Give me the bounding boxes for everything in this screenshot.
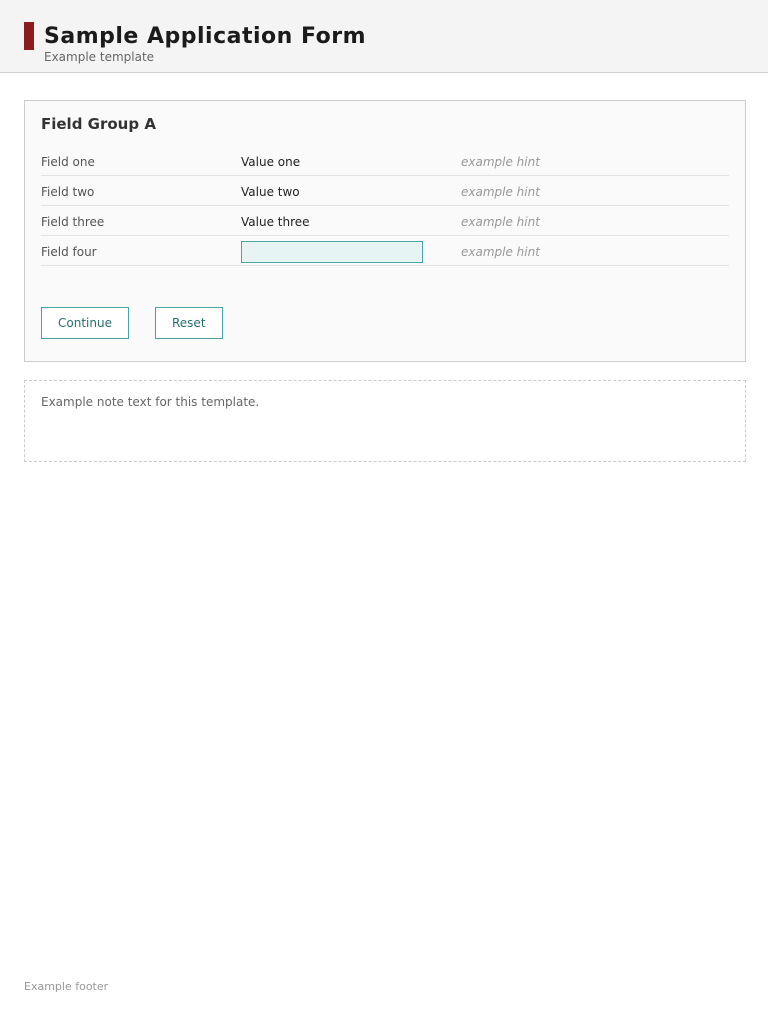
note-text: Example note text for this template.: [41, 395, 260, 409]
field-group-card: [24, 100, 746, 362]
form-row: [41, 179, 729, 206]
row-hint: example hint: [461, 245, 540, 259]
continue-button[interactable]: Continue: [41, 307, 129, 339]
input-field[interactable]: [241, 241, 423, 263]
row-hint: example hint: [461, 215, 540, 229]
header-banner: [0, 0, 768, 73]
form-row: [41, 209, 729, 236]
row-label: Field two: [41, 185, 95, 199]
row-value: Value one: [241, 155, 301, 169]
row-label: Field three: [41, 215, 105, 229]
page-title: Sample Application Form: [44, 24, 366, 49]
row-label: Field four: [41, 245, 97, 259]
card-heading: Field Group A: [41, 115, 156, 133]
row-hint: example hint: [461, 155, 540, 169]
form-row: [41, 239, 729, 266]
page-subtitle: Example template: [44, 50, 155, 64]
form-row: [41, 149, 729, 176]
row-value: Value three: [241, 215, 310, 229]
reset-button[interactable]: Reset: [155, 307, 223, 339]
row-hint: example hint: [461, 185, 540, 199]
row-value: Value two: [241, 185, 300, 199]
note-box: [24, 380, 746, 462]
footer-text: Example footer: [24, 980, 109, 993]
row-label: Field one: [41, 155, 95, 169]
accent-bar: [24, 22, 34, 50]
